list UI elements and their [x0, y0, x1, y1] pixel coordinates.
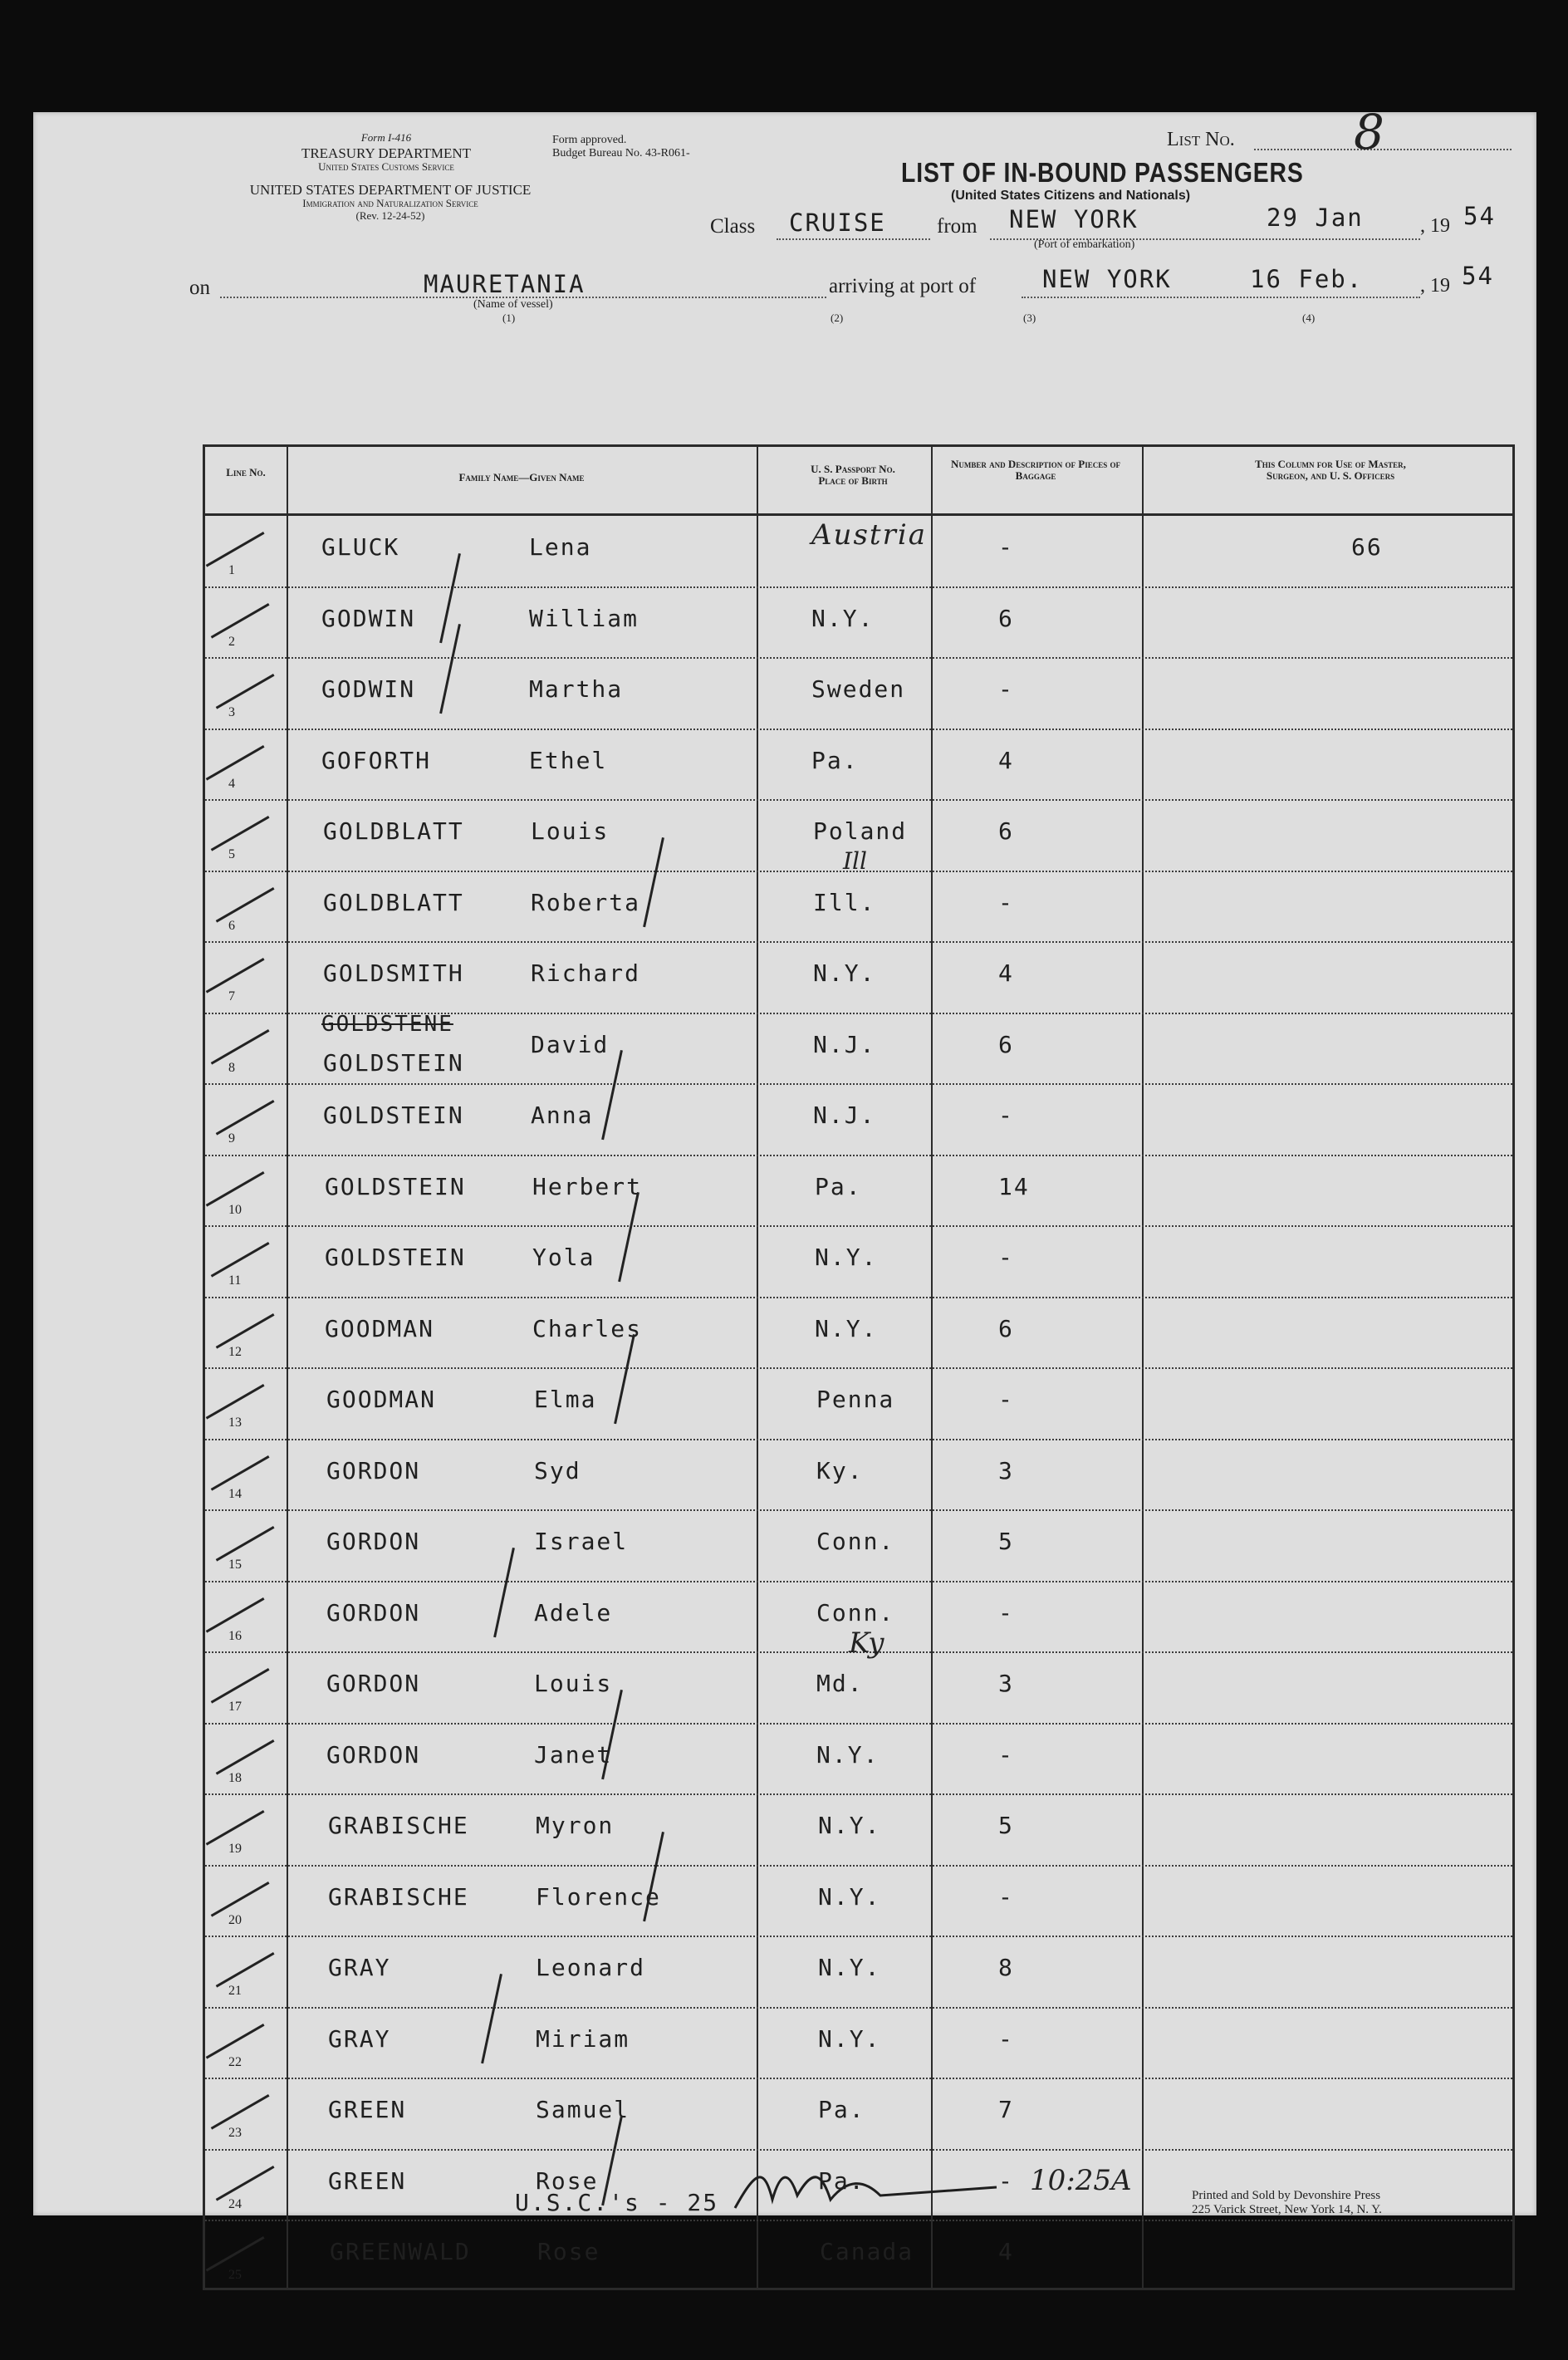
- given-name: Anna: [531, 1101, 594, 1129]
- header-baggage: Number and Description of Pieces of Baggage: [951, 458, 1120, 482]
- printer-line2: 225 Varick Street, New York 14, N. Y.: [1192, 2203, 1382, 2216]
- list-no-value: 8: [1354, 104, 1384, 160]
- col-num-4: (4): [1302, 312, 1316, 324]
- given-name: Florence: [536, 1882, 661, 1911]
- treasury-dept: TREASURY DEPARTMENT: [301, 145, 472, 161]
- place-of-birth: N.J.: [813, 1101, 876, 1129]
- ins-service: Immigration and Naturalization Service: [302, 197, 478, 209]
- line-number: 4: [228, 776, 235, 791]
- line-number: 21: [228, 1984, 242, 1998]
- table-row: [205, 1651, 1512, 1722]
- place-of-birth: N.Y.: [818, 1954, 881, 1981]
- family-name: GREENWALD: [330, 2238, 471, 2265]
- line-number: 20: [228, 1912, 242, 1927]
- baggage-count: 6: [998, 817, 1014, 845]
- given-name: Rose: [537, 2238, 600, 2265]
- table-row: [205, 1865, 1512, 1936]
- baggage-count: 6: [998, 1030, 1014, 1058]
- given-name: Louis: [531, 817, 610, 845]
- table-row: [205, 1723, 1512, 1793]
- place-of-birth: N.Y.: [818, 1882, 881, 1911]
- baggage-count: 3: [998, 1670, 1014, 1697]
- class-value: CRUISE: [789, 209, 886, 237]
- row5-handwritten-note: Ill: [843, 847, 867, 875]
- arrival-year-prefix: , 19: [1420, 275, 1450, 297]
- table-row: [205, 1509, 1512, 1580]
- place-of-birth: Conn.: [816, 1528, 895, 1555]
- line-number: 23: [228, 2126, 242, 2140]
- place-of-birth: Austria: [811, 518, 927, 552]
- line-number: 18: [228, 1770, 242, 1785]
- family-name: GORDON: [326, 1740, 421, 1769]
- table-row: [205, 1367, 1512, 1438]
- depart-date: 29 Jan: [1267, 204, 1364, 232]
- header-line-no: Line No.: [226, 466, 266, 478]
- line-number: 5: [228, 847, 235, 861]
- baggage-count: 6: [998, 1314, 1014, 1342]
- justice-dept: UNITED STATES DEPARTMENT OF JUSTICE: [249, 182, 532, 198]
- given-name: Syd: [534, 1456, 581, 1484]
- place-of-birth: Sweden: [811, 675, 906, 703]
- header-passport: U. S. Passport No. Place of Birth: [811, 463, 895, 487]
- family-name: GRABISCHE: [328, 1882, 469, 1911]
- given-name: Janet: [534, 1740, 613, 1769]
- place-of-birth: Canada: [820, 2238, 914, 2265]
- depart-year: 54: [1463, 202, 1496, 230]
- line-number: 11: [228, 1273, 242, 1288]
- baggage-count: 3: [998, 1456, 1014, 1484]
- table-row: [205, 2007, 1512, 2078]
- table-row: [205, 941, 1512, 1012]
- table-row: [205, 1083, 1512, 1154]
- family-name: GOLDBLATT: [323, 817, 464, 845]
- baggage-count: -: [998, 2166, 1014, 2195]
- given-name: Elma: [534, 1386, 597, 1413]
- officer-note: 66: [1351, 533, 1383, 561]
- from-value: NEW YORK: [1009, 205, 1139, 233]
- place-of-birth: Pa.: [818, 2166, 865, 2195]
- baggage-count: -: [998, 1244, 1014, 1271]
- place-of-birth: Penna: [816, 1386, 895, 1413]
- baggage-count: -: [998, 675, 1014, 703]
- arrival-date: 16 Feb.: [1250, 265, 1364, 293]
- table-row: [205, 586, 1512, 657]
- table-row: [205, 2220, 1512, 2290]
- family-name: GODWIN: [321, 675, 416, 703]
- form-number: Form I-416: [360, 131, 412, 144]
- given-name: Leonard: [536, 1954, 646, 1981]
- baggage-count: 5: [998, 1812, 1014, 1839]
- place-of-birth: Ill.: [813, 888, 876, 916]
- given-name: Myron: [536, 1812, 615, 1839]
- table-row: [205, 871, 1512, 941]
- customs-service: United States Customs Service: [318, 160, 454, 173]
- row16-handwritten-note: Ky: [849, 1626, 884, 1660]
- family-name: GORDON: [326, 1528, 421, 1555]
- line-number: 9: [228, 1131, 235, 1146]
- given-name: Lena: [529, 533, 592, 561]
- family-name: GREEN: [328, 2166, 407, 2195]
- on-label: on: [189, 277, 210, 299]
- family-name: GODWIN: [321, 604, 416, 632]
- line-number: 25: [228, 2268, 242, 2282]
- line-number: 12: [228, 1344, 242, 1359]
- place-of-birth: Poland: [813, 817, 908, 845]
- given-name: Louis: [534, 1670, 613, 1697]
- baggage-count: -: [998, 533, 1014, 561]
- place-of-birth: N.Y.: [818, 1812, 881, 1839]
- baggage-count: -: [998, 1740, 1014, 1769]
- usc-count: U.S.C.'s - 25: [515, 2189, 719, 2216]
- place-of-birth: N.Y.: [818, 2024, 881, 2053]
- family-name: GOLDBLATT: [323, 888, 464, 916]
- line-number: 19: [228, 1842, 242, 1856]
- arriving-label: arriving at port of: [829, 275, 977, 297]
- given-name: Richard: [531, 959, 641, 987]
- place-of-birth: Pa.: [818, 2096, 865, 2123]
- baggage-count: -: [998, 1882, 1014, 1911]
- family-name: GRAY: [328, 1954, 391, 1981]
- family-name: GREEN: [328, 2096, 407, 2123]
- given-name: Charles: [532, 1314, 643, 1342]
- officer-signature: [731, 2162, 1030, 2215]
- family-name: GOODMAN: [326, 1386, 437, 1413]
- place-of-birth: Md.: [816, 1670, 864, 1697]
- port-embarkation-caption: (Port of embarkation): [1034, 238, 1135, 251]
- given-name: Ethel: [529, 746, 608, 774]
- given-name: Roberta: [531, 888, 641, 916]
- place-of-birth: N.Y.: [815, 1244, 878, 1271]
- place-of-birth: N.J.: [813, 1030, 876, 1058]
- place-of-birth: Pa.: [815, 1172, 862, 1200]
- table-row: [205, 1155, 1512, 1225]
- form-subtitle: (United States Citizens and Nationals): [951, 189, 1191, 203]
- given-name: Miriam: [536, 2024, 630, 2053]
- given-name: Samuel: [536, 2096, 630, 2123]
- line-number: 7: [228, 989, 235, 1003]
- baggage-count: -: [998, 1101, 1014, 1129]
- baggage-count: 6: [998, 604, 1014, 632]
- line-number: 17: [228, 1700, 242, 1714]
- place-of-birth: N.Y.: [813, 959, 876, 987]
- baggage-count: 14: [998, 1172, 1030, 1200]
- line-number: 10: [228, 1202, 242, 1217]
- form-title: LIST OF IN-BOUND PASSENGERS: [901, 157, 1304, 188]
- header-name: Family Name—Given Name: [458, 471, 585, 483]
- given-name: David: [531, 1030, 610, 1058]
- family-name: GLUCK: [321, 533, 400, 561]
- baggage-count: 5: [998, 1528, 1014, 1555]
- line-number: 16: [228, 1628, 242, 1643]
- place-of-birth: N.Y.: [811, 604, 875, 632]
- given-name: Martha: [529, 675, 624, 703]
- table-row: [205, 657, 1512, 728]
- depart-year-prefix: , 19: [1420, 215, 1450, 237]
- passenger-table: [203, 444, 1515, 2290]
- baggage-count: -: [998, 1598, 1014, 1626]
- col-num-1: (1): [502, 312, 516, 324]
- col-num-3: (3): [1023, 312, 1036, 324]
- baggage-count: 4: [998, 2238, 1014, 2265]
- line-number: 24: [228, 2196, 242, 2211]
- table-row: [205, 1297, 1512, 1367]
- family-name: GOFORTH: [321, 746, 432, 774]
- arrival-year: 54: [1462, 262, 1494, 290]
- place-of-birth: Ky.: [816, 1456, 864, 1484]
- from-label: from: [937, 215, 978, 238]
- given-name: Adele: [534, 1598, 613, 1626]
- vessel-name: MAURETANIA: [424, 270, 586, 298]
- given-name: Yola: [532, 1244, 595, 1271]
- line-number: 1: [228, 563, 235, 577]
- family-name: GOLDSTEIN: [323, 1048, 464, 1077]
- given-name: William: [529, 604, 639, 632]
- family-name: GOLDSTEIN: [323, 1101, 464, 1129]
- place-of-birth: Pa.: [811, 746, 859, 774]
- revision-date: (Rev. 12-24-52): [355, 209, 425, 222]
- line-number: 15: [228, 1558, 242, 1572]
- place-of-birth: Conn.: [816, 1598, 895, 1626]
- given-name: Rose: [536, 2166, 599, 2195]
- line-number: 13: [228, 1416, 242, 1430]
- family-name: GRABISCHE: [328, 1812, 469, 1839]
- baggage-count: 4: [998, 959, 1014, 987]
- family-name: GORDON: [326, 1598, 421, 1626]
- baggage-count: -: [998, 1386, 1014, 1413]
- family-name: GORDON: [326, 1670, 421, 1697]
- place-of-birth: N.Y.: [815, 1314, 878, 1342]
- table-row: [205, 1936, 1512, 2006]
- table-row: [205, 1793, 1512, 1864]
- baggage-count: 8: [998, 1954, 1014, 1981]
- line-number: 22: [228, 2054, 242, 2069]
- arrival-port: NEW YORK: [1042, 265, 1172, 293]
- place-of-birth: N.Y.: [816, 1740, 880, 1769]
- line-number: 6: [228, 918, 235, 933]
- baggage-count: 4: [998, 746, 1014, 774]
- passenger-list-form: [33, 104, 1536, 2282]
- header-officers: This Column for Use of Master, Surgeon, and U. S. Officers: [1255, 458, 1406, 482]
- baggage-count: -: [998, 2024, 1014, 2053]
- col-num-2: (2): [831, 312, 844, 324]
- family-name: GOLDSTEIN: [325, 1172, 466, 1200]
- given-name: Herbert: [532, 1172, 643, 1200]
- baggage-count: 7: [998, 2096, 1014, 2123]
- line-number: 3: [228, 705, 235, 719]
- table-row: [205, 1225, 1512, 1296]
- table-row: [205, 729, 1512, 799]
- time-stamp: 10:25A: [1030, 2164, 1132, 2197]
- line-number: 8: [228, 1060, 235, 1075]
- printer-line1: Printed and Sold by Devonshire Press: [1192, 2189, 1381, 2202]
- given-name: Israel: [534, 1528, 629, 1555]
- baggage-count: -: [998, 888, 1014, 916]
- line-number: 2: [228, 634, 235, 649]
- approval-line1: Form approved.: [552, 134, 627, 146]
- family-name: GOLDSTEIN: [325, 1244, 466, 1271]
- approval-line2: Budget Bureau No. 43-R061-: [552, 147, 690, 159]
- struck-name: GOLDSTENE: [321, 1012, 453, 1037]
- table-row: [205, 2078, 1512, 2148]
- family-name: GRAY: [328, 2024, 391, 2053]
- table-row: [205, 515, 1512, 586]
- table-row: [205, 1439, 1512, 1509]
- vessel-caption: (Name of vessel): [473, 298, 553, 311]
- family-name: GOLDSMITH: [323, 959, 464, 987]
- family-name: GOODMAN: [325, 1314, 435, 1342]
- family-name: GORDON: [326, 1456, 421, 1484]
- line-number: 14: [228, 1486, 242, 1501]
- list-no-label: List No.: [1167, 129, 1235, 150]
- class-label: Class: [710, 215, 756, 238]
